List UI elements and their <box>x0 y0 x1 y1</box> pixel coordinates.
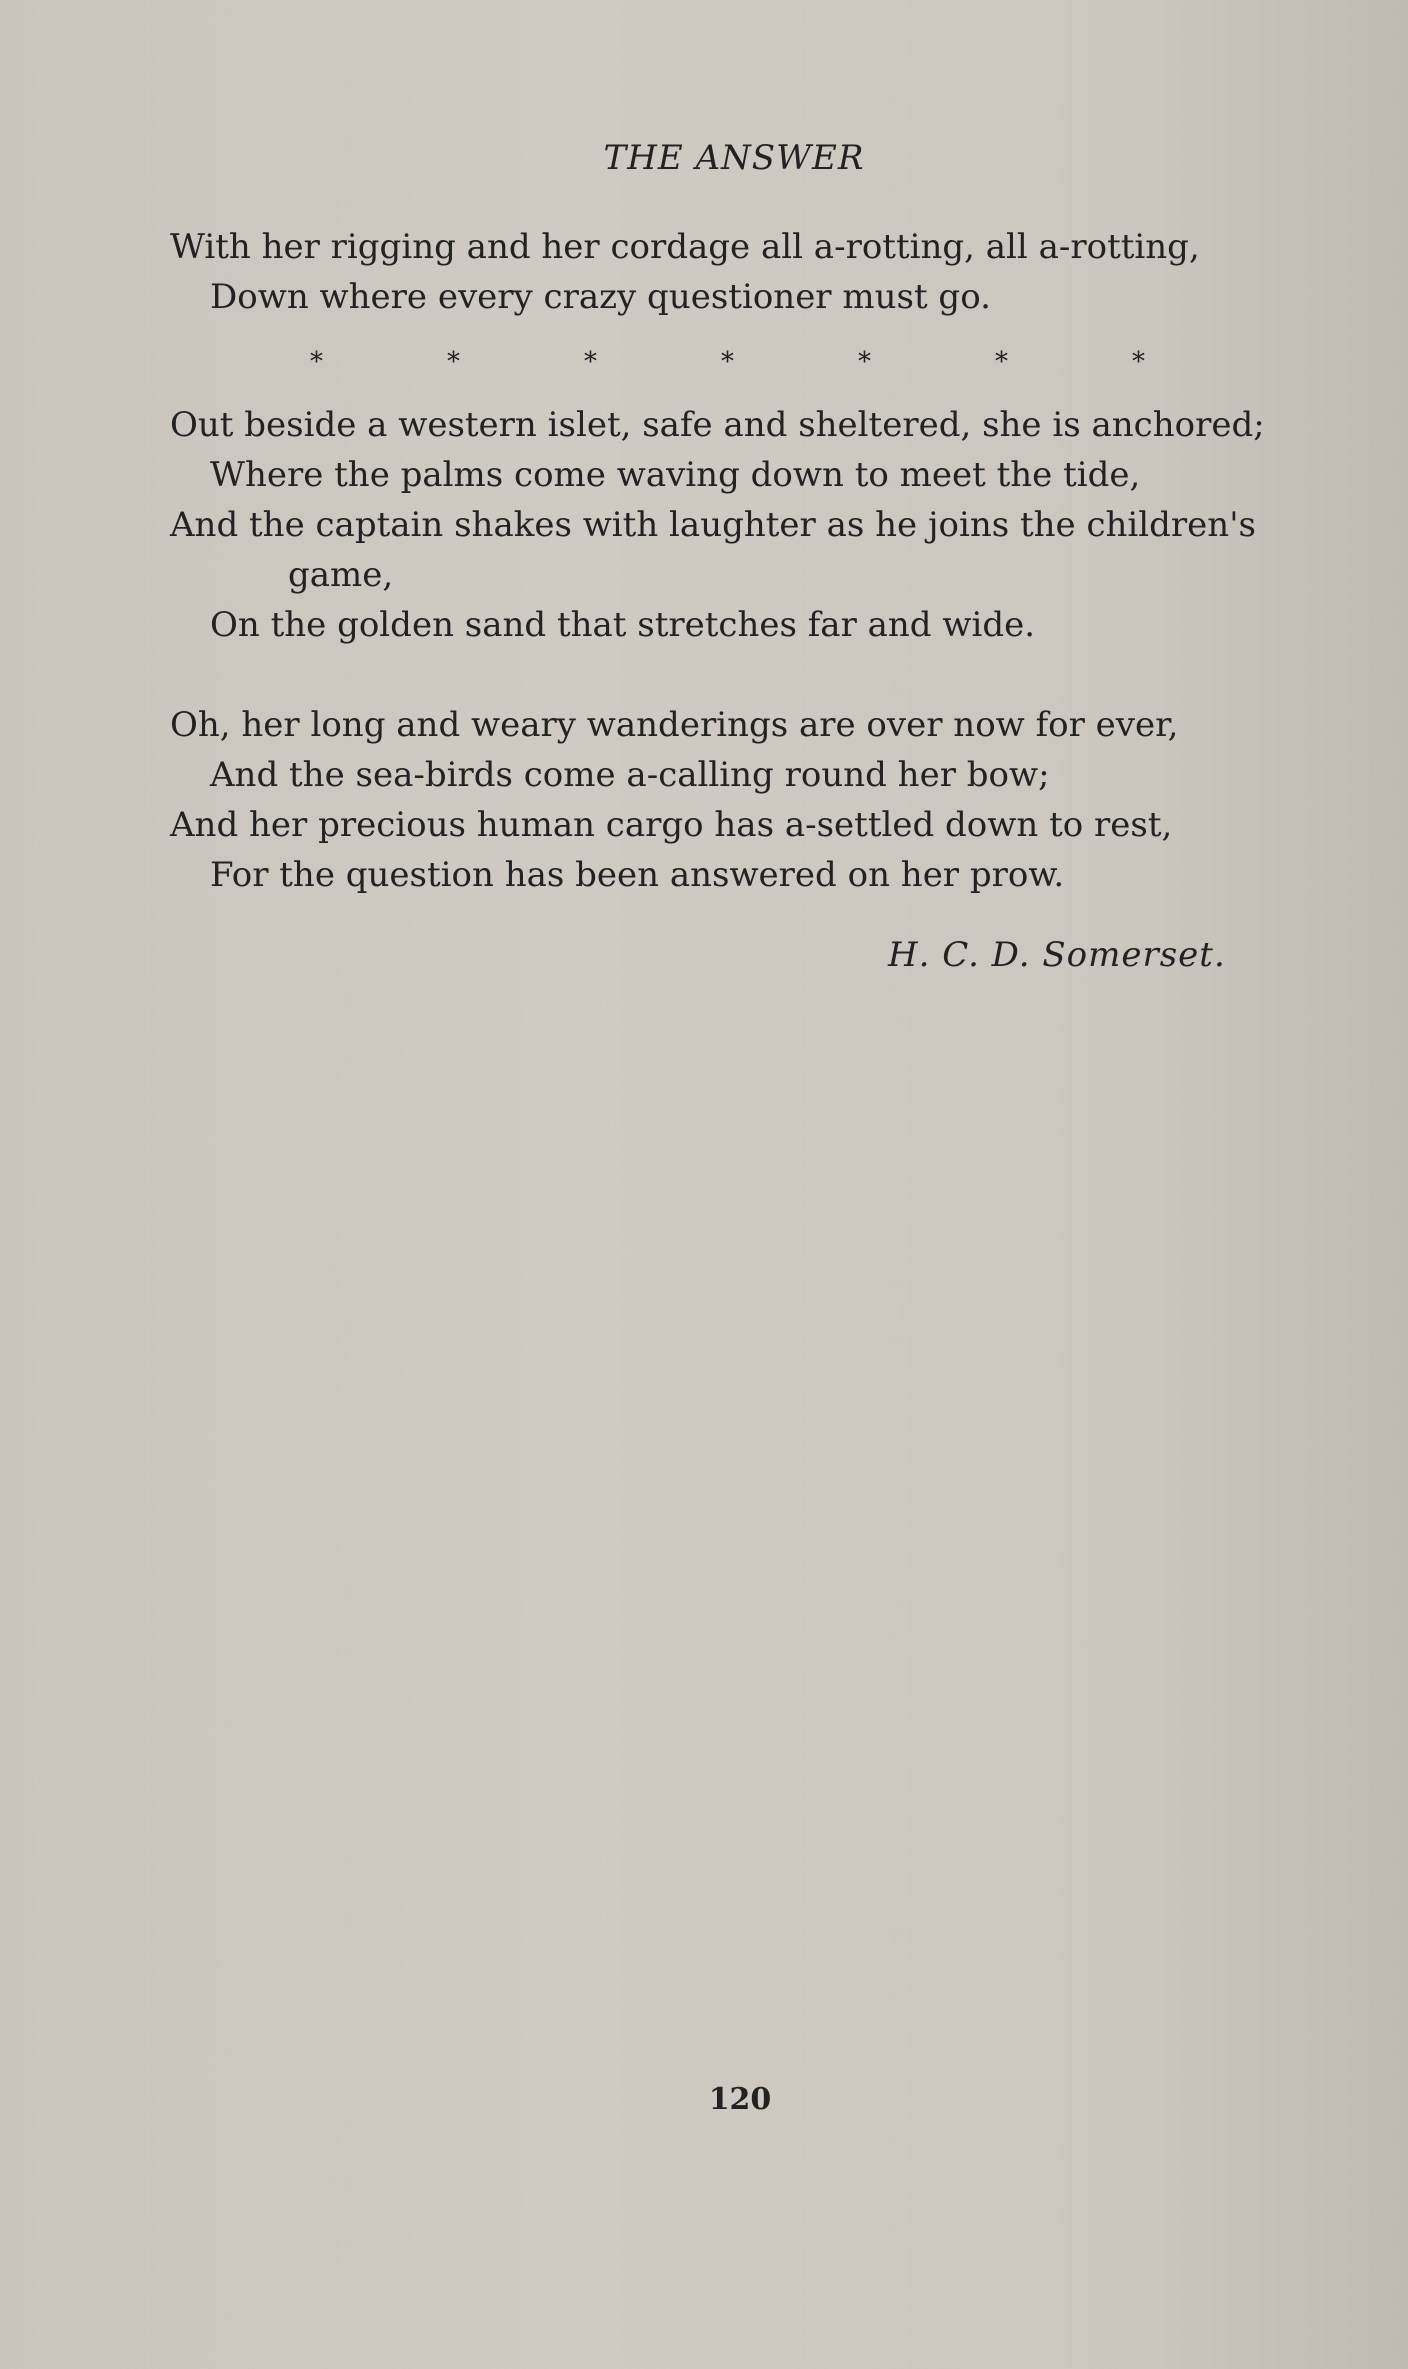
asterisk: * <box>447 347 460 377</box>
asterisk: * <box>1132 347 1145 377</box>
poem-line: On the golden sand that stretches far and wide. <box>210 605 1036 645</box>
stanza-gap <box>170 650 1350 700</box>
page-number: 120 <box>708 2082 772 2117</box>
poem-line: With her rigging and her cordage all a-rotting, all a-rotting, <box>170 227 1200 267</box>
poem-line: And the captain shakes with laughter as he joins the children's <box>170 505 1256 545</box>
poem-line: And her precious human cargo has a-settled down to rest, <box>170 805 1173 845</box>
author-signature: H. C. D. Somerset. <box>888 935 1226 975</box>
poem <box>170 222 1350 900</box>
asterisk: * <box>858 347 871 377</box>
poem-line: game, <box>288 555 394 595</box>
asterisk: * <box>721 347 734 377</box>
poem-line: Where the palms come waving down to meet the tide, <box>210 455 1141 495</box>
poem-line: And the sea-birds come a-calling round her bow; <box>210 755 1050 795</box>
asterisk: * <box>310 347 323 377</box>
asterisk: * <box>995 347 1008 377</box>
poem-line: Oh, her long and weary wanderings are over now for ever, <box>170 705 1179 745</box>
poem-line: Down where every crazy questioner must go. <box>210 277 991 317</box>
running-head: THE ANSWER <box>603 138 865 178</box>
section-break <box>310 342 1145 382</box>
asterisk: * <box>584 347 597 377</box>
poem-line: Out beside a western islet, safe and sheltered, she is anchored; <box>170 405 1265 445</box>
poem-line: For the question has been answered on her prow. <box>210 855 1065 895</box>
